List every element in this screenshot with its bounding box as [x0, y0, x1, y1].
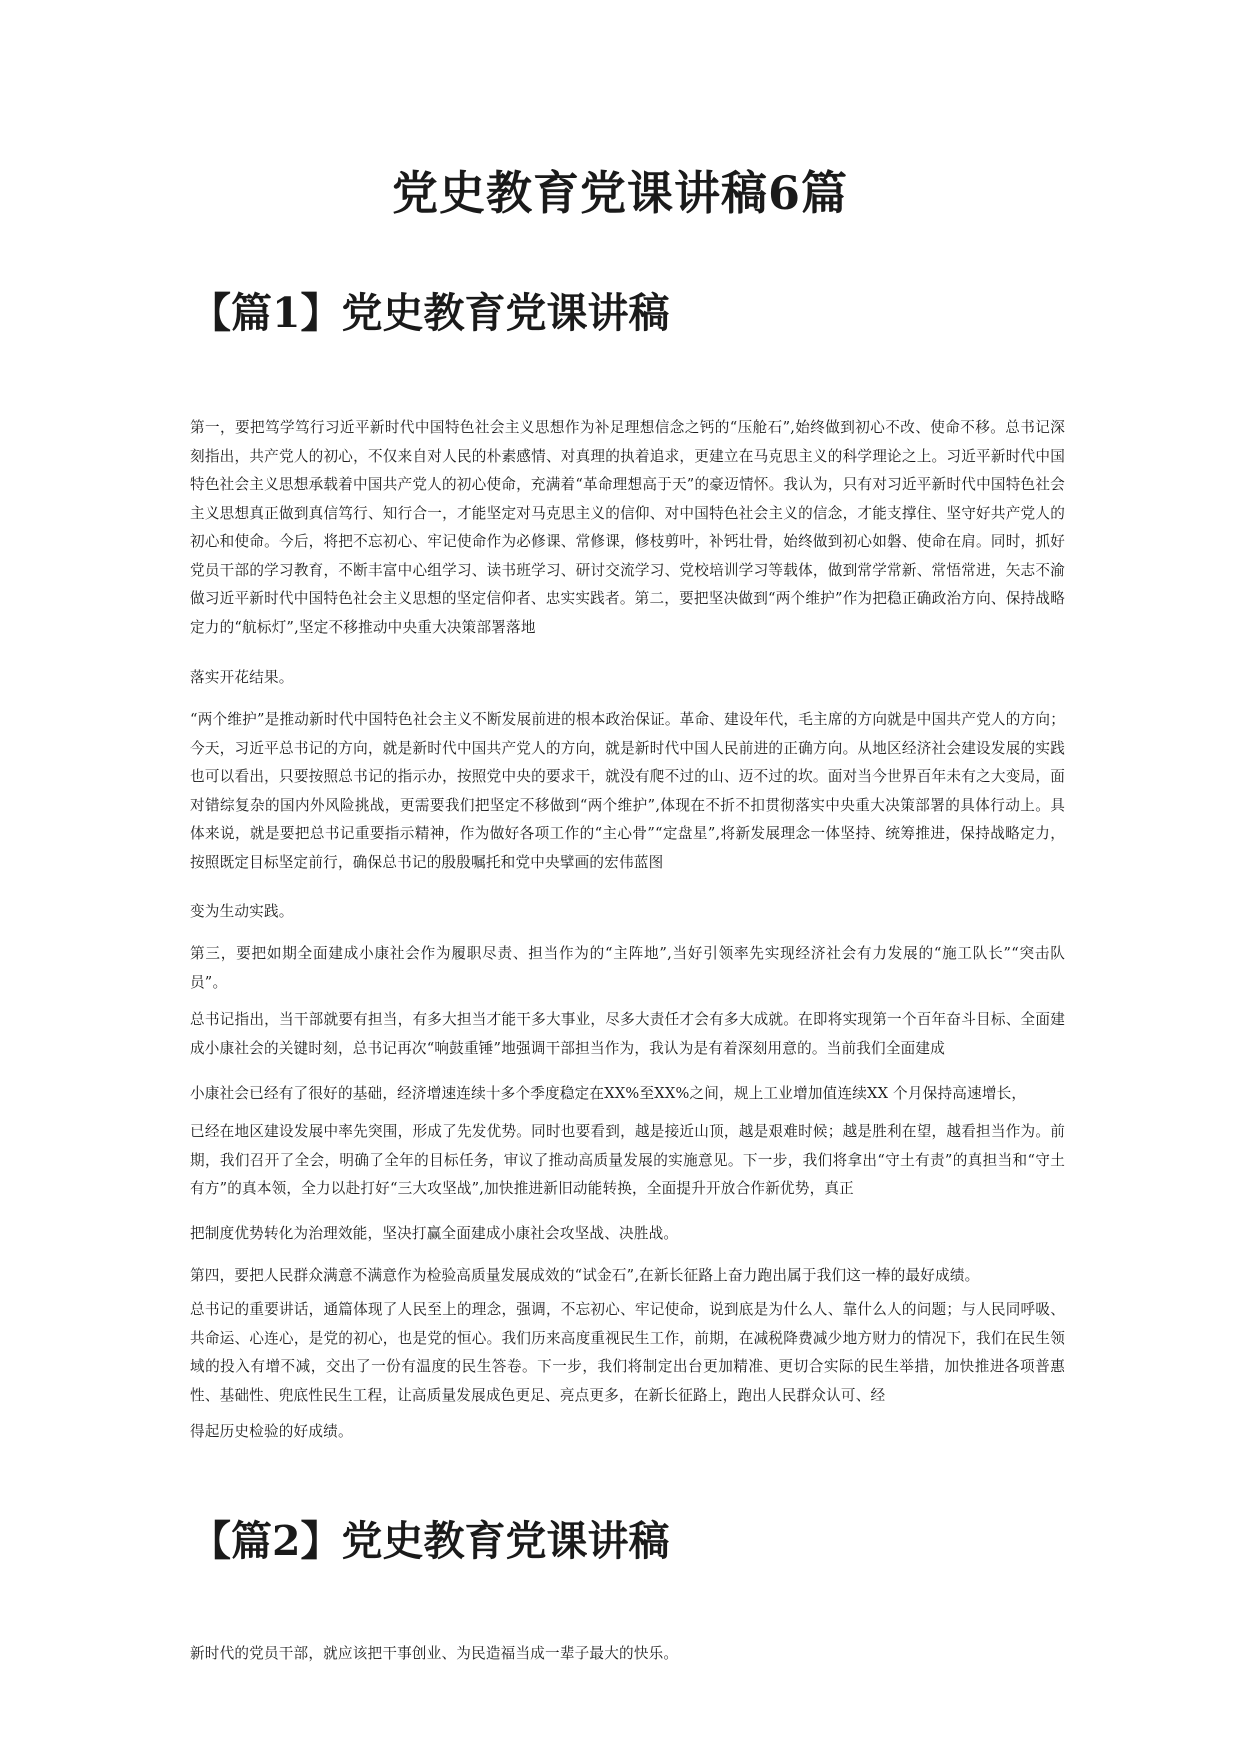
section-1-paragraph: 变为生动实践。 — [190, 903, 294, 920]
section-1-paragraph: 得起历史检验的好成绩。 — [190, 1423, 353, 1440]
document-title: 党史教育党课讲稿6篇 — [391, 166, 848, 220]
section-1-paragraph: 第一，要把笃学笃行习近平新时代中国特色社会主义思想作为补足理想信念之钙的“压舱石”,始终做到初心不改、使命不移。总书记深刻指出，共产党人的初心，不仅来自对人民的朴素感情、对真理的执着追求，更建立在马克思主义的科学理论之上。习近平新时代中国特色社会主义思想承载着中国共产党人的初心使命，充满着“革命理想高于天”的豪迈情怀。我认为，只有对习近平新时代中国特色社会主义思想真正做到真信笃行、知行合一，才能坚定对马克思主义的信仰、对中国特色社会主义的信念，才能支撑住、坚守好共产党人的初心和使命。今后，将把不忘初心、牢记使命作为必修课、常修课，修枝剪叶，补钙壮骨，始终做到初心如磐、使命在肩。同时，抓好党员干部的学习教育，不断丰富中心组学习、读书班学习、研讨交流学习、党校培训学习等载体，做到常学常新、常悟常进，矢志不渝做习近平新时代中国特色社会主义思想的坚定信仰者、忠实实践者。第二，要把坚决做到“两个维护”作为把稳正确政治方向、保持战略定力的“航标灯”,坚定不移推动中央重大决策部署落地 — [190, 419, 1065, 636]
section-2-heading: 【篇2】党史教育党课讲稿 — [190, 1517, 670, 1565]
section-1-heading: 【篇1】党史教育党课讲稿 — [190, 289, 670, 337]
section-1-paragraph: 把制度优势转化为治理效能，坚决打赢全面建成小康社会攻坚战、决胜战。 — [190, 1225, 679, 1242]
section-1-paragraph: 落实开花结果。 — [190, 669, 294, 686]
section-1-paragraph: 总书记的重要讲话，通篇体现了人民至上的理念，强调，不忘初心、牢记使命，说到底是为什么人、靠什么人的问题；与人民同呼吸、共命运、心连心，是党的初心，也是党的恒心。我们历来高度重视民生工作，前期，在减税降费减少地方财力的情况下，我们在民生领域的投入有增不减，交出了一份有温度的民生答卷。下一步，我们将制定出台更加精准、更切合实际的民生举措，加快推进各项普惠性、基础性、兜底性民生工程，让高质量发展成色更足、亮点更多，在新长征路上，跑出人民群众认可、经 — [190, 1301, 1065, 1404]
section-1-paragraph: 第四，要把人民群众满意不满意作为检验高质量发展成效的“试金石”,在新长征路上奋力跑出属于我们这一棒的最好成绩。 — [190, 1267, 980, 1284]
section-1-paragraph: 第三，要把如期全面建成小康社会作为履职尽责、担当作为的“主阵地”,当好引领率先实现经济社会有力发展的“施工队长”“突击队员”。 — [190, 945, 1065, 991]
section-1-paragraph: “两个维护”是推动新时代中国特色社会主义不断发展前进的根本政治保证。革命、建设年代，毛主席的方向就是中国共产党人的方向；今天，习近平总书记的方向，就是新时代中国共产党人的方向，就是新时代中国人民前进的正确方向。从地区经济社会建设发展的实践也可以看出，只要按照总书记的指示办，按照党中央的要求干，就没有爬不过的山、迈不过的坎。面对当今世界百年未有之大变局，面对错综复杂的国内外风险挑战，更需要我们把坚定不移做到“两个维护”,体现在不折不扣贯彻落实中央重大决策部署的具体行动上。具体来说，就是要把总书记重要指示精神，作为做好各项工作的“主心骨”“定盘星”,将新发展理念一体坚持、统筹推进，保持战略定力，按照既定目标坚定前行，确保总书记的殷殷嘱托和党中央擘画的宏伟蓝图 — [190, 711, 1065, 871]
section-1-paragraph: 已经在地区建设发展中率先突围，形成了先发优势。同时也要看到，越是接近山顶，越是艰难时候；越是胜利在望，越看担当作为。前期，我们召开了全会，明确了全年的目标任务，审议了推动高质量发展的实施意见。下一步，我们将拿出“守土有责”的真担当和“守土有方”的真本领，全力以赴打好“三大攻坚战”,加快推进新旧动能转换，全面提升开放合作新优势，真正 — [190, 1123, 1065, 1197]
section-1-paragraph: 小康社会已经有了很好的基础，经济增速连续十多个季度稳定在XX%至XX%之间，规上工业增加值连续XX 个月保持高速增长， — [190, 1085, 1027, 1102]
section-2-paragraph: 新时代的党员干部，就应该把干事创业、为民造福当成一辈子最大的快乐。 — [190, 1645, 679, 1662]
section-1-paragraph: 总书记指出，当干部就要有担当，有多大担当才能干多大事业，尽多大责任才会有多大成就。在即将实现第一个百年奋斗目标、全面建成小康社会的关键时刻，总书记再次“响鼓重锤”地强调干部担当作为，我认为是有着深刻用意的。当前我们全面建成 — [190, 1011, 1065, 1057]
